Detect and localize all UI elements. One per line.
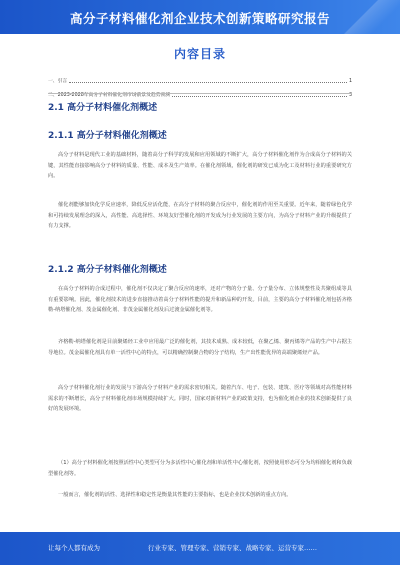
toc-divider xyxy=(48,93,352,94)
toc-title: 内容目录 xyxy=(173,47,226,61)
report-title: 高分子材料催化剂企业技术创新策略研究报告 xyxy=(69,11,330,26)
paragraph: 高分子材料是现代工业的基础材料，随着高分子科学的发展和应用领域的不断扩大，高分子材料催化剂作为合成高分子材料的关键，其性能直接影响高分子材料的质量、性能、成本及生产效率。在催化剂领域，催化剂的研发已成为化工及材料行业的重要研究方向。 xyxy=(48,152,352,180)
header-decoration xyxy=(340,0,400,34)
paragraph: 在高分子材料的合成过程中，催化剂不仅决定了聚合反应的速率，还对产物的分子量、分子量分布、立体规整性及共聚组成等具有重要影响。因此，催化剂技术的进步直接推动着高分子材料性能的提升和新品种的开发。目前，主要的高分子材料催化剂包括齐格勒-纳塔催化剂、茂金属催化剂、非茂金属催化剂及后过渡金属催化剂等。 xyxy=(48,286,352,314)
paragraph: 齐格勒-纳塔催化剂是目前聚烯烃工业中应用最广泛的催化剂，其技术成熟、成本较低，在聚乙烯、聚丙烯等产品的生产中占据主导地位。茂金属催化剂具有单一活性中心的特点，可以精确控制聚合物的分子结构，生产出性能优异的高端聚烯烃产品。 xyxy=(48,339,352,356)
header-banner xyxy=(0,0,400,34)
paragraph: 高分子材料催化剂行业的发展与下游高分子材料产业的需求密切相关。随着汽车、电子、包装、建筑、医疗等领域对高性能材料需求的不断增长，高分子材料催化剂市场规模持续扩大。同时，国家对新材料产业的政策支持，也为催化剂企业的技术创新提供了良好的发展环境。 xyxy=(48,385,352,413)
toc-leader xyxy=(172,96,347,97)
toc-leader xyxy=(69,82,347,83)
footer-slogan-right: 行业专家、管理专家、营销专家、战略专家、运营专家…… xyxy=(148,544,317,552)
subsection-heading: 2.1.2 高分子材料催化剂概述 xyxy=(48,265,167,275)
paragraph: 一般而言，催化剂的活性、选择性和稳定性是衡量其性能的主要指标，也是企业技术创新的重点方向。 xyxy=(58,492,292,498)
toc-entry[interactable] xyxy=(48,73,352,84)
footer-banner xyxy=(0,532,400,565)
subsection-heading: 2.1.1 高分子材料催化剂概述 xyxy=(48,131,167,141)
paragraph: （1）高分子材料催化剂按照活性中心类型可分为多活性中心催化剂和单活性中心催化剂，按照使用形态可分为均相催化剂和负载型催化剂等。 xyxy=(48,460,352,477)
section-heading: 2.1 高分子材料催化剂概述 xyxy=(48,103,158,113)
toc-entry-label: 一、引言 xyxy=(48,79,68,84)
toc-entry-label: 二、2023-2028年高分子材料催化剂市场前景及趋势预测 xyxy=(48,93,171,98)
table-of-contents xyxy=(48,73,352,101)
toc-entry-page: 3 xyxy=(348,93,352,98)
toc-entry-page: 1 xyxy=(348,79,352,84)
footer-slogan-left: 让每个人都有成为 xyxy=(48,544,100,552)
paragraph: 催化剂能够加快化学反应速率，降低反应活化能，在高分子材料的聚合反应中，催化剂的作用至关重要。近年来，随着绿色化学和可持续发展理念的深入，高性能、高选择性、环境友好型催化剂的开发成为行业发展的主要方向，为高分子材料产业的升级提供了有力支撑。 xyxy=(48,202,352,230)
